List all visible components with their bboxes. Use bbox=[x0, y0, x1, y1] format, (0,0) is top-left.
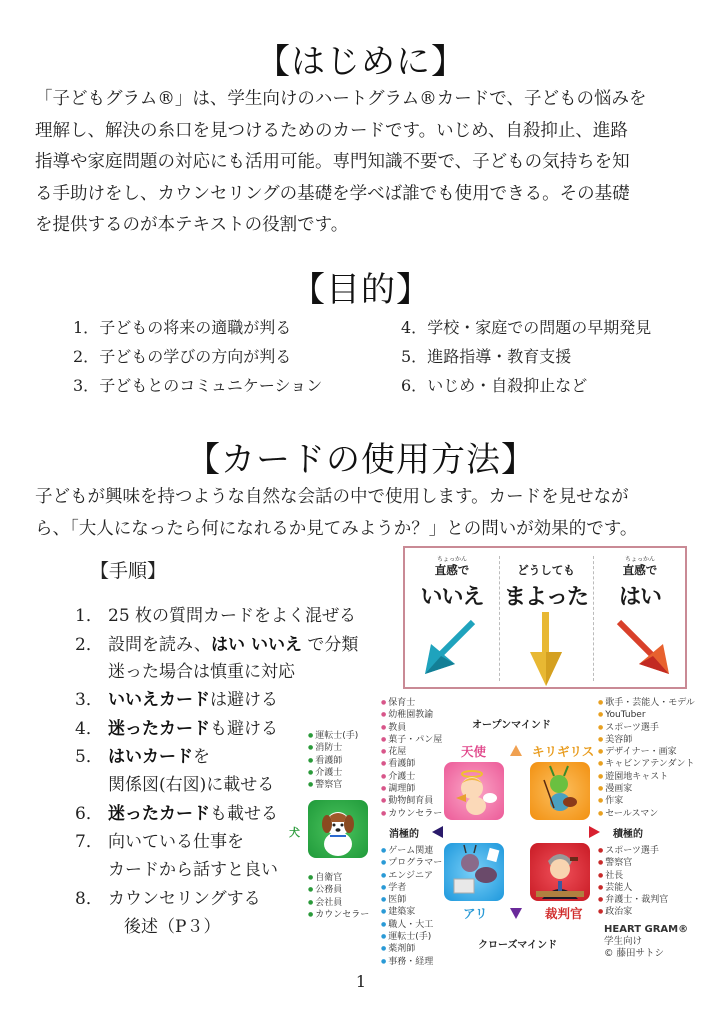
purpose-item bbox=[401, 313, 651, 342]
step-number: 2． bbox=[75, 635, 103, 655]
job-item: ● 消防士 bbox=[308, 742, 358, 754]
purpose-heading: 【目的】 bbox=[291, 270, 431, 310]
judge-tile bbox=[530, 843, 590, 901]
intuition-card bbox=[403, 546, 687, 689]
job-item: ● 公務員 bbox=[308, 884, 369, 896]
card-title: まよった bbox=[503, 585, 588, 610]
angel-icon bbox=[444, 762, 504, 820]
procedure-step-continuation: 迷った場合は慎重に対応 bbox=[108, 662, 295, 682]
procedure-step-continuation: 後述（P３） bbox=[124, 917, 221, 937]
arrow-down-icon bbox=[526, 612, 566, 688]
job-item: ● キャビンアテンダント bbox=[598, 758, 695, 770]
procedure-step-continuation: カードから話すと良い bbox=[108, 860, 278, 880]
step-emphasis: いいえカード bbox=[108, 690, 210, 710]
purpose-item-text: 進路指導・教育支援 bbox=[427, 347, 572, 366]
job-item: ● カウンセラー bbox=[308, 909, 369, 921]
procedure-step bbox=[75, 827, 244, 852]
dog-job-list-top bbox=[308, 730, 358, 791]
angel-job-list bbox=[381, 697, 442, 820]
job-item: ● 事務・経理 bbox=[381, 956, 442, 968]
intro-line: 指導や家庭問題の対応にも活用可能。専門知識不要で、子どもの気持ちを知 bbox=[35, 152, 630, 172]
job-item: ● 美容師 bbox=[598, 734, 695, 746]
dog-icon bbox=[308, 800, 368, 858]
job-item: ● 菓子・パン屋 bbox=[381, 734, 442, 746]
angel-tile bbox=[444, 762, 504, 820]
step-text: 向いている仕事を bbox=[108, 832, 244, 852]
ruby-text: ちょっかん bbox=[436, 556, 467, 563]
usage-heading: 【カードの使用方法】 bbox=[186, 440, 536, 480]
purpose-item bbox=[401, 371, 587, 400]
step-emphasis: 迷ったカード bbox=[108, 719, 210, 739]
ant-icon bbox=[444, 843, 504, 901]
brand-text: HEART GRAM® bbox=[604, 924, 689, 935]
job-item: ● 警察官 bbox=[598, 857, 668, 869]
job-item: ● 警察官 bbox=[308, 779, 358, 791]
job-item: ● プログラマー bbox=[381, 857, 442, 869]
purpose-item bbox=[401, 342, 571, 371]
card-title: いいえ bbox=[420, 585, 484, 610]
axis-label-left: 消極的 bbox=[389, 829, 419, 840]
job-item: ● 動物飼育員 bbox=[381, 795, 442, 807]
step-number: 5． bbox=[75, 747, 103, 767]
procedure-step bbox=[75, 714, 278, 739]
usage-line: 子どもが興味を持つような自然な会話の中で使用します。カードを見せなが bbox=[35, 487, 629, 507]
step-emphasis: はいカード bbox=[108, 747, 193, 767]
step-emphasis: はい いいえ bbox=[211, 635, 302, 655]
step-text: も避ける bbox=[210, 719, 278, 739]
job-item: ● 介護士 bbox=[381, 771, 442, 783]
purpose-item-number: 6． bbox=[401, 376, 428, 395]
job-item: ● 会社員 bbox=[308, 897, 369, 909]
step-text: カウンセリングする bbox=[108, 889, 261, 909]
axis-label-top: オープンマインド bbox=[472, 720, 551, 731]
purpose-item-number: 5． bbox=[401, 347, 428, 366]
job-item: ● 作家 bbox=[598, 795, 695, 807]
quadrant-label-judge: 裁判官 bbox=[545, 906, 583, 921]
dog-label: 犬 bbox=[289, 826, 300, 839]
job-item: ● 薬剤師 bbox=[381, 943, 442, 955]
purpose-item-text: 子どもの将来の適職が判る bbox=[99, 318, 292, 337]
ant-tile bbox=[444, 843, 504, 901]
intro-heading: 【はじめに】 bbox=[256, 42, 466, 82]
procedure-step bbox=[75, 601, 356, 626]
judge-job-list bbox=[598, 845, 668, 919]
step-number: 6． bbox=[75, 804, 103, 824]
job-item: ● カウンセラー bbox=[381, 808, 442, 820]
job-item: ● 幼稚園教諭 bbox=[381, 709, 442, 721]
purpose-item-text: 子どもとのコミュニケーション bbox=[99, 376, 323, 395]
job-item: ● 花屋 bbox=[381, 746, 442, 758]
job-item: ● 看護師 bbox=[308, 755, 358, 767]
dog-job-list-bottom bbox=[308, 872, 369, 921]
purpose-item bbox=[73, 313, 291, 342]
intro-paragraph bbox=[35, 84, 695, 242]
purpose-item-number: 3． bbox=[73, 376, 100, 395]
grasshopper-icon bbox=[530, 762, 590, 820]
step-text: で分類 bbox=[301, 635, 359, 655]
job-item: ● 社長 bbox=[598, 870, 668, 882]
job-item: ● エンジニア bbox=[381, 870, 442, 882]
purpose-item bbox=[73, 342, 291, 371]
procedure-step bbox=[75, 799, 278, 824]
procedure-step bbox=[75, 884, 261, 909]
step-number: 8． bbox=[75, 889, 103, 909]
step-text: は避ける bbox=[210, 690, 278, 710]
axis-label-bottom: クローズマインド bbox=[478, 940, 558, 951]
arrow-down-left-icon bbox=[421, 618, 481, 678]
intro-line: 理解し、解決の糸口を見つけるためのカードです。いじめ、自殺抑止、進路 bbox=[35, 120, 628, 141]
procedure-step bbox=[75, 685, 278, 710]
page-number: 1 bbox=[355, 972, 367, 991]
procedure-step bbox=[75, 742, 210, 767]
step-number: 1． bbox=[75, 606, 103, 626]
job-item: ● 遊園地キャスト bbox=[598, 771, 695, 783]
step-number: 7． bbox=[75, 832, 103, 852]
grasshopper-tile bbox=[530, 762, 590, 820]
job-item: ● 運転士(手) bbox=[381, 931, 442, 943]
purpose-item-text: いじめ・自殺抑止など bbox=[427, 376, 588, 395]
procedure-step-continuation: 関係図(右図)に載せる bbox=[108, 775, 275, 795]
job-item: ● 医師 bbox=[381, 894, 442, 906]
job-item: ● 政治家 bbox=[598, 906, 668, 918]
job-item: ● YouTuber bbox=[598, 709, 695, 721]
procedure-step bbox=[75, 630, 358, 655]
grasshopper-job-list bbox=[598, 697, 695, 820]
dog-tile bbox=[308, 800, 368, 858]
job-item: ● ゲーム関連 bbox=[381, 845, 442, 857]
purpose-item-text: 子どもの学びの方向が判る bbox=[99, 347, 292, 366]
judge-icon bbox=[530, 843, 590, 901]
job-item: ● 建築家 bbox=[381, 906, 442, 918]
step-text: を bbox=[193, 747, 210, 767]
purpose-item-number: 1． bbox=[73, 318, 100, 337]
job-item: ● 弁護士・裁判官 bbox=[598, 894, 668, 906]
usage-line: ら、「大人になったら何になれるか見てみようか？」との問いが効果的です。 bbox=[35, 518, 638, 539]
step-emphasis: 迷ったカード bbox=[108, 804, 210, 824]
card-subtitle: 直感で bbox=[434, 563, 470, 577]
job-item: ● スポーツ選手 bbox=[598, 722, 695, 734]
quadrant-label-angel: 天使 bbox=[461, 744, 487, 759]
job-item: ● スポーツ選手 bbox=[598, 845, 668, 857]
audience-text: 学生向け bbox=[604, 936, 643, 947]
purpose-item-number: 2． bbox=[73, 347, 100, 366]
arrow-down-right-icon bbox=[613, 618, 673, 678]
credit-block bbox=[604, 924, 688, 960]
job-item: ● セールスマン bbox=[598, 808, 695, 820]
step-number: 4． bbox=[75, 719, 103, 739]
card-column-no bbox=[405, 548, 499, 687]
job-item: ● 学者 bbox=[381, 882, 442, 894]
quadrant-label-grasshopper: キリギリス bbox=[532, 744, 595, 759]
step-number: 3． bbox=[75, 690, 103, 710]
card-subtitle: 直感で bbox=[622, 563, 658, 577]
job-item: ● 芸能人 bbox=[598, 882, 668, 894]
step-text: 25 枚の質問カードをよく混ぜる bbox=[108, 606, 357, 626]
job-item: ● 保育士 bbox=[381, 697, 442, 709]
card-column-yes bbox=[593, 548, 687, 687]
usage-paragraph bbox=[35, 482, 695, 545]
procedure-heading: 【手順】 bbox=[90, 560, 167, 582]
job-item: ● デザイナー・画家 bbox=[598, 746, 695, 758]
purpose-item-text: 学校・家庭での問題の早期発見 bbox=[427, 318, 652, 337]
job-item: ● 歌手・芸能人・モデル bbox=[598, 697, 695, 709]
step-text: 設問を読み、 bbox=[108, 635, 212, 655]
step-text: も載せる bbox=[210, 804, 278, 824]
intro-line: 「子どもグラム®」は、学生向けのハートグラム®カードで、子どもの悩みを bbox=[35, 89, 647, 109]
quadrant-label-ant: アリ bbox=[463, 906, 488, 921]
ant-job-list bbox=[381, 845, 442, 968]
job-item: ● 職人・大工 bbox=[381, 919, 442, 931]
intro-line: る手助けをし、カウンセリングの基礎を学べば誰でも使用できる。その基礎 bbox=[35, 183, 630, 204]
job-item: ● 看護師 bbox=[381, 758, 442, 770]
card-column-unsure bbox=[499, 548, 593, 687]
job-item: ● 自衛官 bbox=[308, 872, 369, 884]
purpose-item bbox=[73, 371, 322, 400]
job-item: ● 運転士(手) bbox=[308, 730, 358, 742]
card-subtitle: どうしても bbox=[517, 563, 575, 577]
job-item: ● 介護士 bbox=[308, 767, 358, 779]
axis-label-right: 積極的 bbox=[613, 829, 643, 840]
copyright-text: © 藤田サトシ bbox=[604, 948, 665, 959]
ruby-text: ちょっかん bbox=[624, 556, 655, 563]
card-title: はい bbox=[618, 585, 661, 610]
job-item: ● 教員 bbox=[381, 722, 442, 734]
purpose-item-number: 4． bbox=[401, 318, 428, 337]
job-item: ● 調理師 bbox=[381, 783, 442, 795]
intro-line: を提供するのが本テキストの役割です。 bbox=[35, 215, 349, 235]
job-item: ● 漫画家 bbox=[598, 783, 695, 795]
